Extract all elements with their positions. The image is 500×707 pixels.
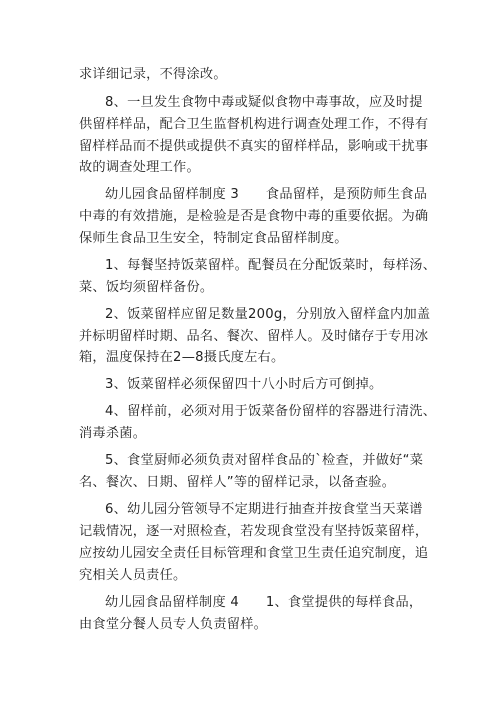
text-line: 求详细记录，不得涂改。 <box>79 67 227 82</box>
text-line: 故的调查处理工作。 <box>79 160 200 175</box>
text-line: 8、一旦发生食物中毒或疑似食物中毒事故，应及时提 <box>105 95 423 110</box>
text-line: 消毒杀菌。 <box>79 426 147 441</box>
text-line: 由食堂分餐人员专人负责留样。 <box>79 617 268 632</box>
text-line: 应按幼儿园安全责任目标管理和食堂卫生责任追究制度，追 <box>79 546 429 561</box>
section-heading-line: 幼儿园食品留样制度 4 1、食堂提供的每样食品， <box>105 595 423 610</box>
text-line: 5、食堂厨师必须负责对留样食品的`检查，并做好“菜 <box>105 453 424 468</box>
text-line: 究相关人员责任。 <box>79 568 187 583</box>
text-line: 6、幼儿园分管领导不定期进行抽查并按食堂当天菜谱 <box>105 502 423 517</box>
text-line: 供留样样品，配合卫生监督机构进行调查处理工作，不得有 <box>79 117 429 132</box>
text-line: 名、餐次、日期、留样人”等的留样记录，以备查验。 <box>79 475 396 490</box>
text-line: 箱，温度保持在2—8摄氏度左右。 <box>79 350 285 365</box>
text-line: 菜、饭均须留样备份。 <box>79 280 214 295</box>
text-line: 4、留样前，必须对用于饭菜备份留样的容器进行清洗、 <box>105 404 437 419</box>
section-heading-line: 幼儿园食品留样制度 3 食品留样，是预防师生食品 <box>105 187 428 202</box>
text-line: 中毒的有效措施，是检验是否是食物中毒的重要依据。为确 <box>79 209 429 224</box>
text-line: 保师生食品卫生安全，特制定食品留样制度。 <box>79 231 348 246</box>
text-line: 记载情况，逐一对照检查，若发现食堂没有坚持饭菜留样， <box>79 524 429 539</box>
text-line: 并标明留样时期、品名、餐次、留样人。及时储存于专用冰 <box>79 329 429 344</box>
text-line: 1、每餐坚持饭菜留样。配餐员在分配饭菜时，每样汤、 <box>105 258 437 273</box>
text-line: 3、饭菜留样必须保留四十八小时后方可倒掉。 <box>105 377 383 392</box>
text-line: 2、饭菜留样应留足数量200g，分别放入留样盒内加盖 <box>105 307 431 322</box>
text-line: 留样样品而不提供或提供不真实的留样样品，影响或干扰事 <box>79 139 429 154</box>
